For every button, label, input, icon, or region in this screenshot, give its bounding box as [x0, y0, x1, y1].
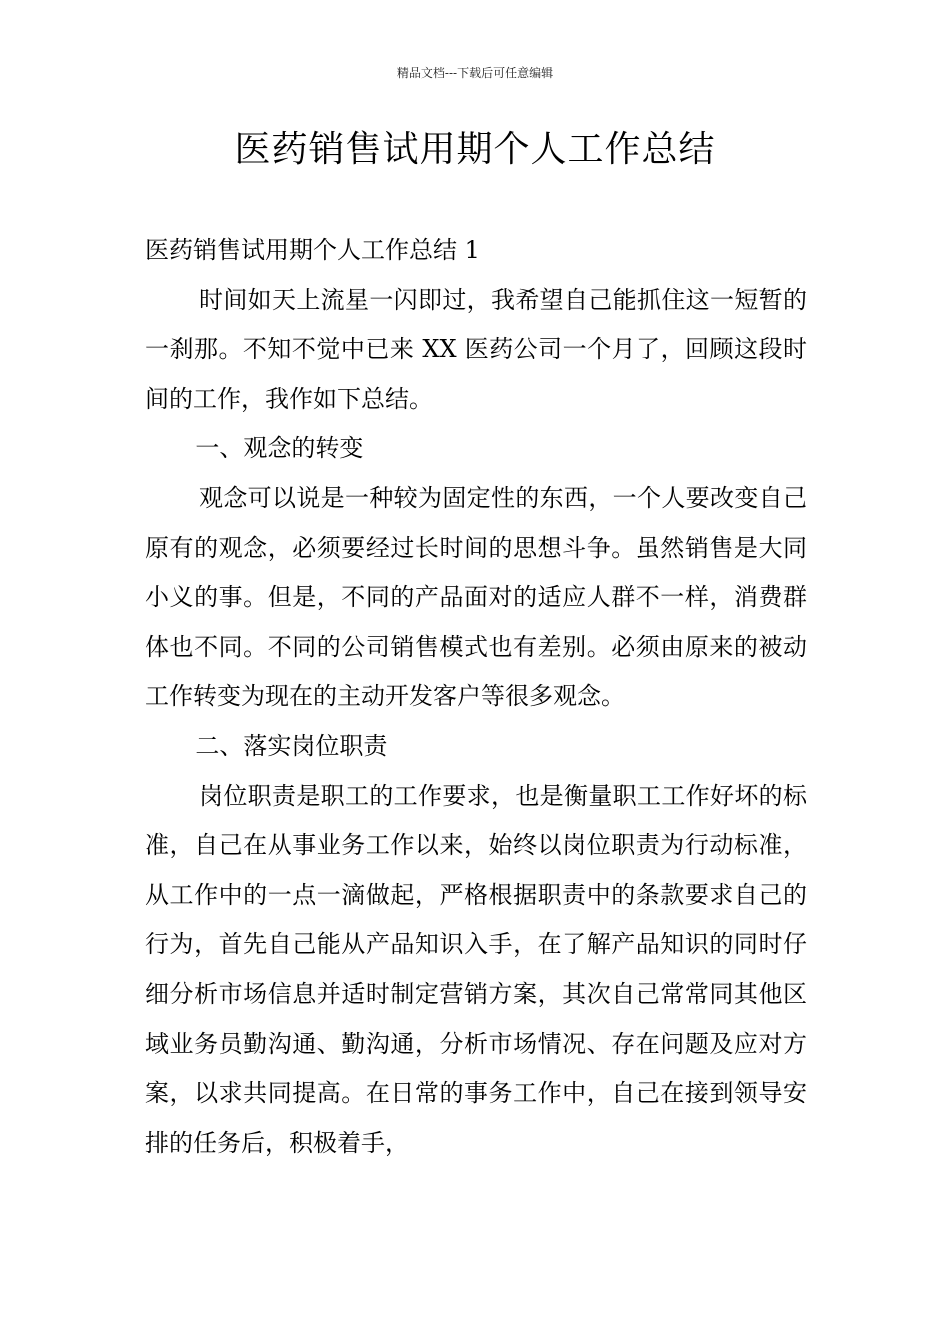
document-title: 医药销售试用期个人工作总结 — [234, 129, 716, 170]
heading-job-duties: 二、落实岗位职责 — [195, 731, 388, 760]
section-title: 医药销售试用期个人工作总结 1 — [145, 236, 480, 264]
paragraph-concept-change: 观念可以说是一种较为固定性的东西，一个人要改变自己原有的观念，必须要经过长时间的思想斗争。虽然销售是大同小义的事。但是，不同的产品面对的适应人群不一样，消费群体也不同。不同的公司销售模式也有差别。必须由原来的被动工作转变为现在的主动开发客户等很多观念。 — [145, 483, 807, 711]
paragraph-intro: 时间如天上流星一闪即过，我希望自己能抓住这一短暂的一刹那。不知不觉中已来 XX 医药公司一个月了，回顾这段时间的工作，我作如下总结。 — [145, 285, 807, 413]
paragraph-job-duties: 岗位职责是职工的工作要求，也是衡量职工工作好坏的标准，自己在从事业务工作以来，始终以岗位职责为行动标准，从工作中的一点一滴做起，严格根据职责中的条款要求自己的行为，首先自己能从产品知识入手，在了解产品知识的同时仔细分析市场信息并适时制定营销方案，其次自己常常同其他区域业务员勤沟通、勤沟通，分析市场情况、存在问题及应对方案，以求共同提高。在日常的事务工作中，自己在接到领导安排的任务后，积极着手， — [145, 781, 807, 1157]
header-note: 精品文档---下载后可任意编辑 — [396, 66, 554, 80]
heading-concept-change: 一、观念的转变 — [195, 434, 364, 463]
document-body — [145, 226, 807, 1168]
